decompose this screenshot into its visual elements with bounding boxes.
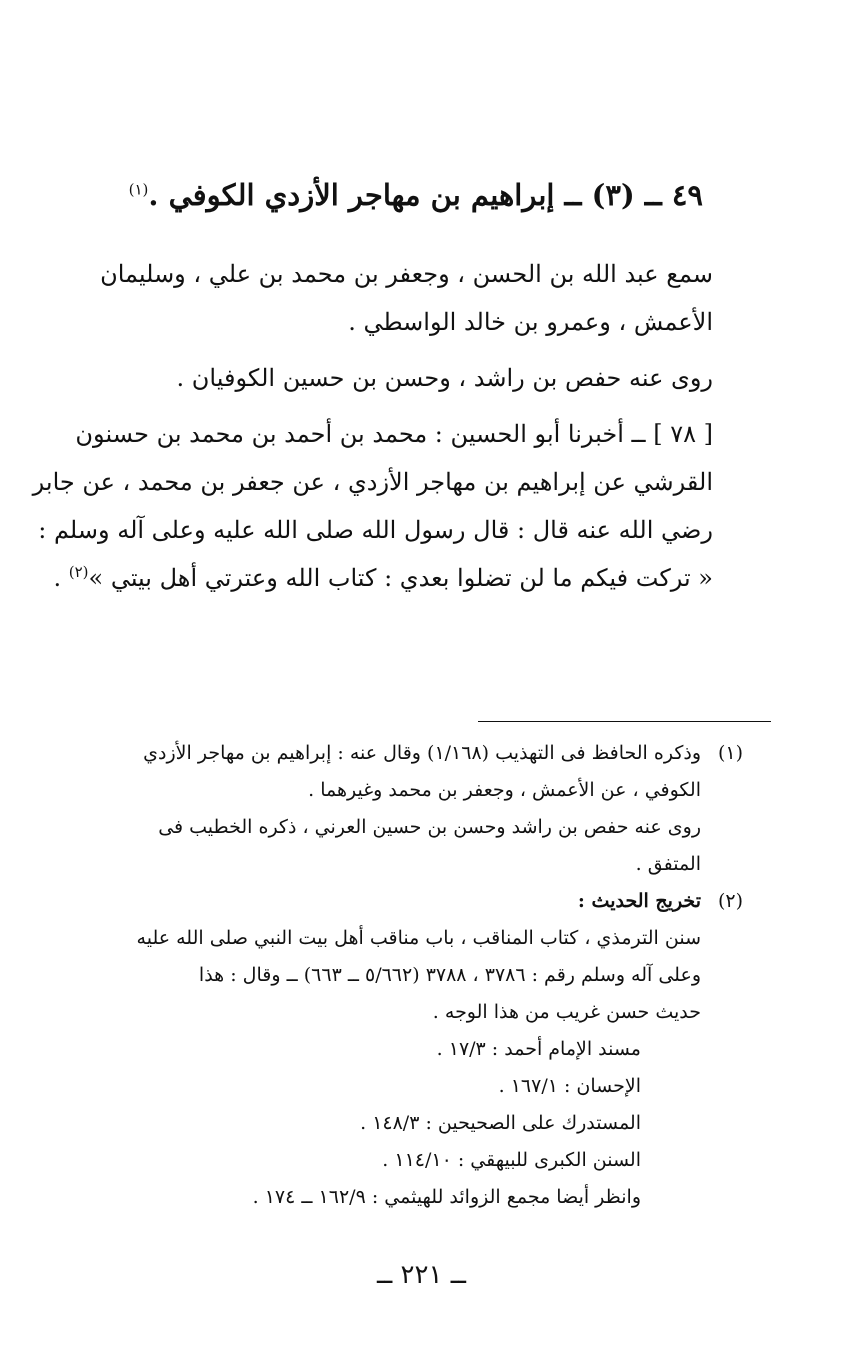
hadith-end-period: . <box>53 564 69 592</box>
footnote-line: روى عنه حفص بن راشد وحسن بن حسين العرني ، ذكره الخطيب فى <box>158 816 701 838</box>
footnote-line: سنن الترمذي ، كتاب المناقب ، باب مناقب أهل بيت النبي صلى الله عليه <box>136 927 701 949</box>
body-line: الأعمش ، وعمرو بن خالد الواسطي . <box>348 308 713 336</box>
page-number: ــ ٢٢١ ــ <box>377 1260 466 1290</box>
body-line: سمع عبد الله بن الحسن ، وجعفر بن محمد بن علي ، وسليمان <box>100 260 713 288</box>
footnote-line: وذكره الحافظ فى التهذيب (١/١٦٨) وقال عنه : إبراهيم بن مهاجر الأزدي <box>143 742 701 764</box>
footnote-number: (١) <box>717 742 743 764</box>
source-item: الإحسان : ١٦٧/١ . <box>498 1075 641 1097</box>
footnote-text <box>100 735 701 883</box>
source-item: مسند الإمام أحمد : ١٧/٣ . <box>436 1038 641 1060</box>
footnote-1 <box>100 735 743 883</box>
body-line: القرشي عن إبراهيم بن مهاجر الأزدي ، عن جعفر بن محمد ، عن جابر <box>32 468 713 496</box>
hadith-paragraph <box>32 410 743 602</box>
footnotes-section <box>100 735 743 1216</box>
hadith-text: « تركت فيكم ما لن تضلوا بعدي : كتاب الله وعترتي أهل بيتي » <box>88 564 713 592</box>
source-item: وانظر أيضا مجمع الزوائد للهيثمي : ١٦٢/٩ ــ ١٧٤ . <box>252 1186 641 1208</box>
footnote-line: الكوفي ، عن الأعمش ، وجعفر بن محمد وغيرهما . <box>308 779 701 801</box>
footnote-line: وعلى آله وسلم رقم : ٣٧٨٦ ، ٣٧٨٨ (٥/٦٦٢ ــ ٦٦٣) ــ وقال : هذا <box>198 964 701 986</box>
footnote-number: (٢) <box>717 890 743 912</box>
entry-body <box>32 250 743 610</box>
footnote-ref-2: (٢) <box>68 563 89 581</box>
body-line-last <box>53 554 743 602</box>
footnote-ref-1: (١) <box>128 180 149 199</box>
footnote-text <box>100 883 701 1216</box>
body-line: [ ٧٨ ] ــ أخبرنا أبو الحسين : محمد بن أحمد بن محمد بن حسنون <box>75 420 713 448</box>
body-line: رضي الله عنه قال : قال رسول الله صلى الله عليه وعلى آله وسلم : <box>38 516 713 544</box>
footnote-line: المتفق . <box>635 853 701 875</box>
footnote-line: حديث حسن غريب من هذا الوجه . <box>432 1001 701 1023</box>
source-list <box>100 1031 641 1216</box>
narrators-heard-paragraph <box>100 250 743 346</box>
entry-heading-text: ٤٩ ــ (٣) ــ إبراهيم بن مهاجر الأزدي الكوفي . <box>148 178 703 212</box>
footnote-2 <box>100 883 743 1216</box>
body-line: روى عنه حفص بن راشد ، وحسن بن حسين الكوفيان . <box>176 364 713 392</box>
narrators-from-paragraph <box>100 354 743 402</box>
entry-heading <box>120 170 703 220</box>
source-item: المستدرك على الصحيحين : ١٤٨/٣ . <box>360 1112 641 1134</box>
source-item: السنن الكبرى للبيهقي : ١١٤/١٠ . <box>382 1149 641 1171</box>
footnote-separator <box>478 721 771 722</box>
footnote-title: تخريج الحديث : <box>577 890 701 912</box>
